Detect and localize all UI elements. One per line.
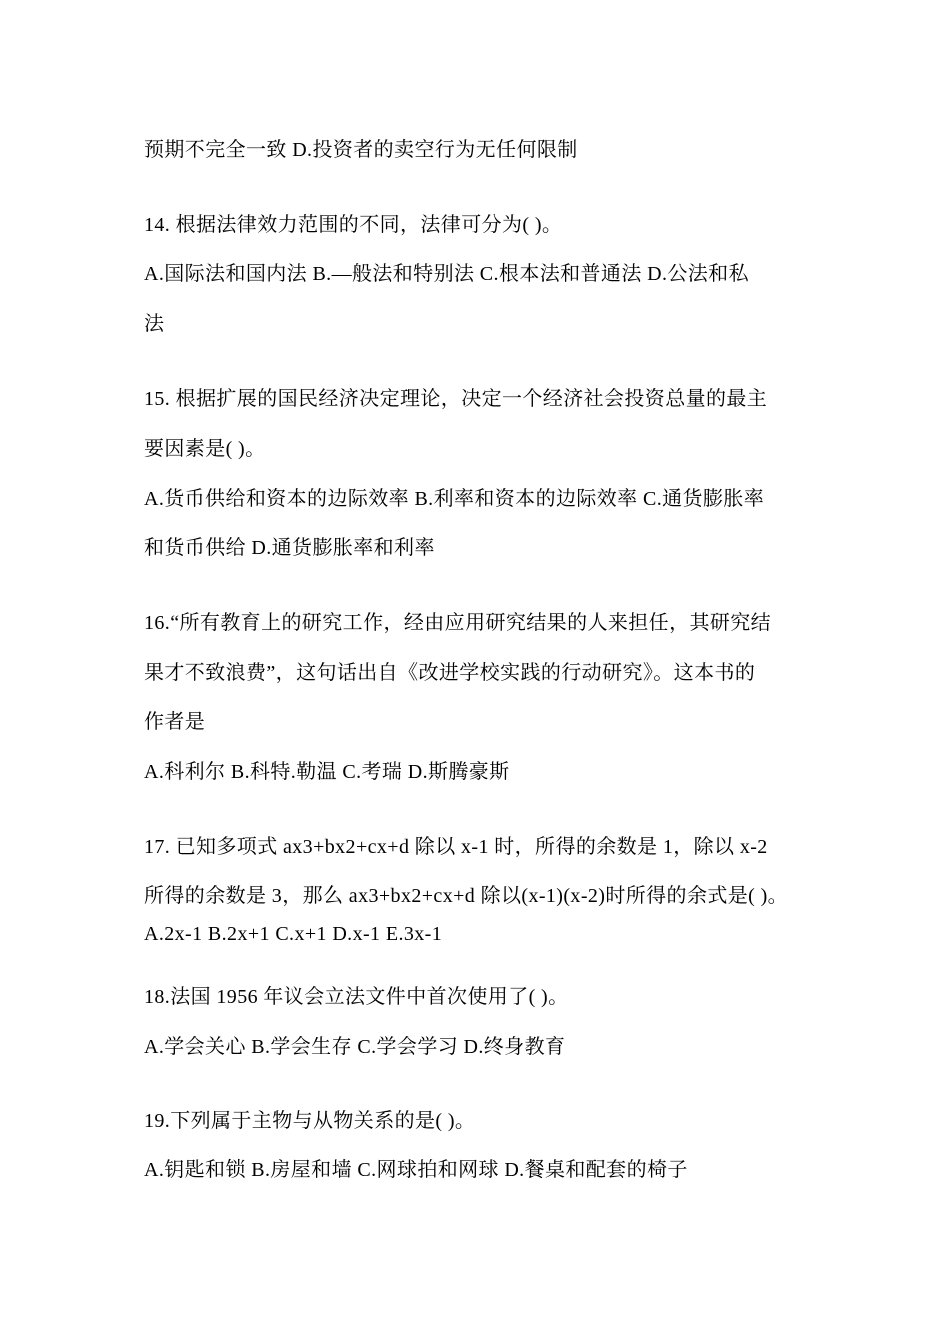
q14-options-line2: 法 bbox=[144, 313, 165, 335]
q13-options-tail: 预期不完全一致 D.投资者的卖空行为无任何限制 bbox=[144, 139, 578, 161]
q18-options: A.学会关心 B.学会生存 C.学会学习 D.终身教育 bbox=[144, 1036, 566, 1058]
q17-question-line2: 所得的余数是 3，那么 ax3+bx2+cx+d 除以(x-1)(x-2)时所得的余式是( )。 bbox=[144, 885, 789, 907]
q15-question-line2: 要因素是( )。 bbox=[144, 438, 266, 460]
q14-question: 14. 根据法律效力范围的不同，法律可分为( )。 bbox=[144, 214, 563, 236]
q15-question-line1: 15. 根据扩展的国民经济决定理论，决定一个经济社会投资总量的最主 bbox=[144, 388, 768, 410]
q16-question-line1: 16.“所有教育上的研究工作，经由应用研究结果的人来担任，其研究结 bbox=[144, 612, 772, 634]
q16-question-line3: 作者是 bbox=[144, 711, 206, 733]
q19-options: A.钥匙和锁 B.房屋和墙 C.网球拍和网球 D.餐桌和配套的椅子 bbox=[144, 1159, 688, 1181]
q18-question: 18.法国 1956 年议会立法文件中首次使用了( )。 bbox=[144, 986, 569, 1008]
q15-options-line2: 和货币供给 D.通货膨胀率和利率 bbox=[144, 537, 435, 559]
q17-question-line1: 17. 已知多项式 ax3+bx2+cx+d 除以 x-1 时，所得的余数是 1，除以 x-2 bbox=[144, 836, 768, 858]
q16-question-line2: 果才不致浪费”，这句话出自《改进学校实践的行动研究》。这本书的 bbox=[144, 662, 756, 684]
q16-options: A.科利尔 B.科特.勒温 C.考瑞 D.斯腾豪斯 bbox=[144, 761, 510, 783]
q15-options-line1: A.货币供给和资本的边际效率 B.利率和资本的边际效率 C.通货膨胀率 bbox=[144, 488, 765, 510]
q17-options: A.2x-1 B.2x+1 C.x+1 D.x-1 E.3x-1 bbox=[144, 923, 443, 945]
q14-options-line1: A.国际法和国内法 B.—般法和特别法 C.根本法和普通法 D.公法和私 bbox=[144, 263, 749, 285]
q19-question: 19.下列属于主物与从物关系的是( )。 bbox=[144, 1110, 476, 1132]
